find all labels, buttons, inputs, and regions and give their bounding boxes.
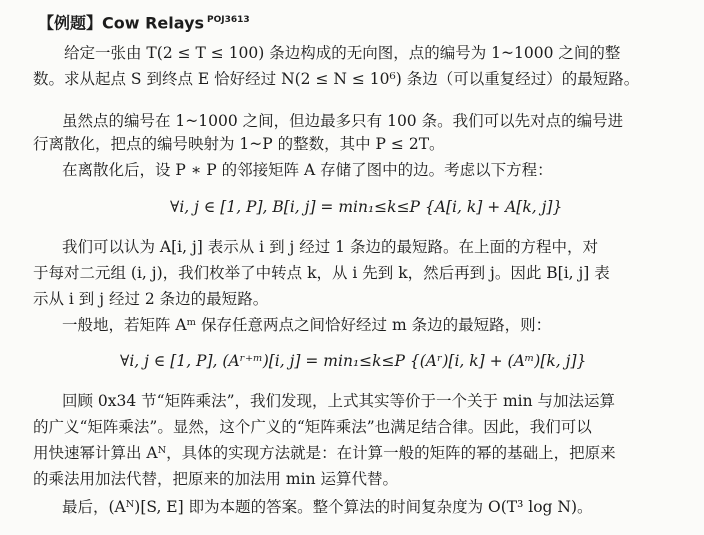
problem-name: Cow Relays — [102, 13, 205, 33]
paragraph-line: 于每对二元组 (i, j)，我们枚举了中转点 k，从 i 先到 k，然后再到 j。因此 B[i, j] 表 — [33, 264, 610, 282]
problem-heading — [38, 10, 250, 33]
paragraph-line: 在离散化后，设 P ∗ P 的邻接矩阵 A 存储了图中的边。考虑以下方程： — [62, 161, 553, 179]
paragraph-line: 给定一张由 T(2 ≤ T ≤ 100) 条边构成的无向图，点的编号为 1~1000 之间的整 — [64, 44, 621, 62]
problem-bracket-label: 【例题】 — [38, 13, 103, 33]
paragraph-line: 一般地，若矩阵 Aᵐ 保存任意两点之间恰好经过 m 条边的最短路，则： — [62, 316, 552, 334]
paragraph-line: 的乘法用加法代替，把原来的加法用 min 运算代替。 — [33, 470, 398, 488]
paragraph-line: 的广义“矩阵乘法”。显然，这个广义的“矩阵乘法”也满足结合律。因此，我们可以 — [33, 418, 592, 436]
equation-b: ∀i, j ∈ [1, P], B[i, j] = min₁≤k≤P {A[i, k] + A[k, j]} — [170, 198, 563, 216]
paragraph-line: 行离散化，把点的编号映射为 1~P 的整数，其中 P ≤ 2T。 — [33, 135, 445, 153]
equation-power: ∀i, j ∈ [1, P], (Aʳ⁺ᵐ)[i, j] = min₁≤k≤P {(Aʳ)[i, k] + (Aᵐ)[k, j]} — [120, 352, 587, 370]
paragraph-line: 数。求从起点 S 到终点 E 恰好经过 N(2 ≤ N ≤ 10⁶) 条边（可以重复经过）的最短路。 — [33, 70, 640, 88]
paragraph-line: 我们可以认为 A[i, j] 表示从 i 到 j 经过 1 条边的最短路。在上面的方程中，对 — [62, 238, 598, 256]
paragraph-line: 虽然点的编号在 1~1000 之间，但边最多只有 100 条。我们可以先对点的编号进 — [62, 112, 624, 130]
problem-source-id: POJ3613 — [207, 15, 250, 25]
paragraph-line: 示从 i 到 j 经过 2 条边的最短路。 — [33, 290, 269, 308]
paragraph-line: 用快速幂计算出 Aᴺ，具体的实现方法就是：在计算一般的矩阵的幂的基础上，把原来 — [33, 444, 616, 462]
paragraph-line: 最后，(Aᴺ)[S, E] 即为本题的答案。整个算法的时间复杂度为 O(T³ log N)。 — [62, 498, 593, 516]
paragraph-line: 回顾 0x34 节“矩阵乘法”，我们发现，上式其实等价于一个关于 min 与加法运算 — [62, 392, 616, 410]
